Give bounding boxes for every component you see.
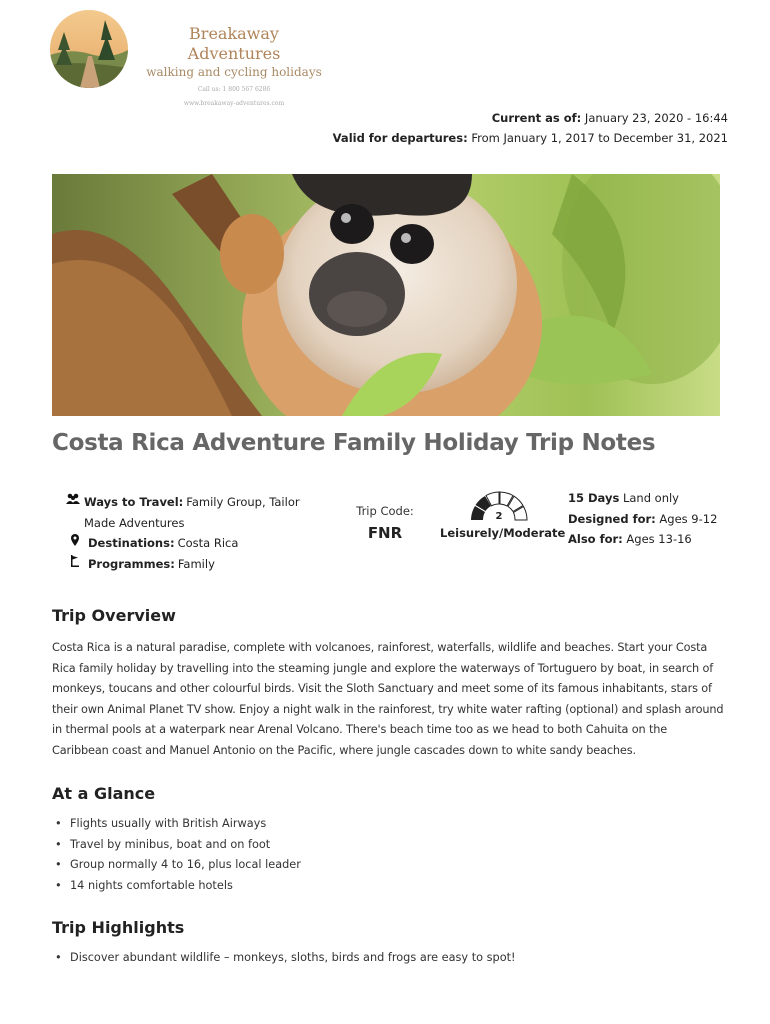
valid-departures-label: Valid for departures:	[332, 131, 468, 145]
programmes-label: Programmes:	[88, 556, 175, 571]
activity-grade	[440, 488, 566, 540]
brand-tagline: walking and cycling holidays	[146, 65, 322, 79]
flag-icon	[66, 554, 84, 575]
list-item: • Travel by minibus, boat and on foot	[52, 835, 301, 856]
destinations	[66, 533, 306, 554]
current-as-of-label: Current as of:	[491, 111, 582, 125]
highlights-heading: Trip Highlights	[52, 918, 185, 937]
overview-text: Costa Rica is a natural paradise, complete with volcanoes, rainforest, waterfalls, wildlife and beaches. Start your Costa Rica family holiday by travelling into the steaming jungle and explore the waterways of Tortuguero by boat, in search of monkeys, toucans and other colourful birds. Visit the Sloth Sanctuary and meet some of its famous inhabitants, stars of their own Animal Planet TV show. Enjoy a night walk in the rainforest, try white water rafting (optional) and splash around in thermal pools at a waterpark near Arenal Volcano. There's beach time too as we head to both Cahuita on the Caribbean coast and Manuel Antonio on the Pacific, where jungle cascades down to white sandy beaches.	[52, 641, 724, 757]
ways-to-travel-label: Ways to Travel:	[84, 495, 184, 509]
document-meta	[333, 108, 728, 148]
trip-code-value: FNR	[367, 524, 403, 542]
brand-contact-phone: Call us: 1 800 567 6286	[197, 86, 271, 93]
designed-for-value: Ages 9-12	[659, 511, 718, 526]
group-icon	[66, 492, 80, 513]
grade-label: Leisurely/Moderate	[440, 526, 566, 540]
ways-to-travel	[66, 492, 306, 533]
also-for-value: Ages 13-16	[626, 532, 692, 546]
ways-to-travel-value: Family Group, Tailor Made Adventures	[84, 495, 300, 530]
list-item: • Flights usually with British Airways	[52, 814, 301, 835]
designed-for-label: Designed for:	[568, 511, 656, 526]
glance-heading: At a Glance	[52, 784, 156, 803]
also-for-row	[568, 529, 717, 550]
grade-gauge-icon	[469, 488, 529, 524]
brand-logo	[50, 10, 128, 88]
trip-code	[352, 502, 418, 544]
duration-row	[568, 488, 717, 509]
highlights-list	[52, 948, 516, 969]
programmes-value: Family	[177, 556, 215, 571]
destinations-value: Costa Rica	[177, 536, 239, 550]
duration-land: Land only	[622, 491, 679, 505]
valid-departures	[333, 128, 728, 148]
trip-code-label: Trip Code:	[356, 504, 414, 518]
brand-name: Breakaway Adventures	[187, 24, 281, 63]
list-item: • Group normally 4 to 16, plus local leader	[52, 855, 301, 876]
designed-for-row	[568, 509, 717, 530]
duration-days: 15 Days	[568, 491, 620, 505]
current-as-of	[333, 108, 728, 128]
overview-heading: Trip Overview	[52, 606, 176, 625]
valid-departures-value: From January 1, 2017 to December 31, 2021	[471, 131, 728, 145]
brand-contact-web: www.breakaway-adventures.com	[183, 100, 285, 107]
also-for-label: Also for:	[568, 532, 623, 546]
list-item: • Discover abundant wildlife – monkeys, sloths, birds and frogs are easy to spot!	[52, 948, 516, 969]
page-title: Costa Rica Adventure Family Holiday Trip Notes	[52, 430, 656, 456]
glance-list	[52, 814, 301, 896]
destinations-label: Destinations:	[88, 536, 175, 550]
map-pin-icon	[66, 533, 84, 554]
grade-level: 2	[495, 511, 503, 522]
programmes	[66, 554, 306, 575]
trip-facts	[66, 492, 306, 574]
current-as-of-value: January 23, 2020 - 16:44	[584, 111, 728, 125]
list-item: • 14 nights comfortable hotels	[52, 876, 301, 897]
trip-duration-ages	[568, 488, 717, 550]
hero-image-monkey	[52, 174, 720, 416]
brand-block	[144, 24, 324, 108]
